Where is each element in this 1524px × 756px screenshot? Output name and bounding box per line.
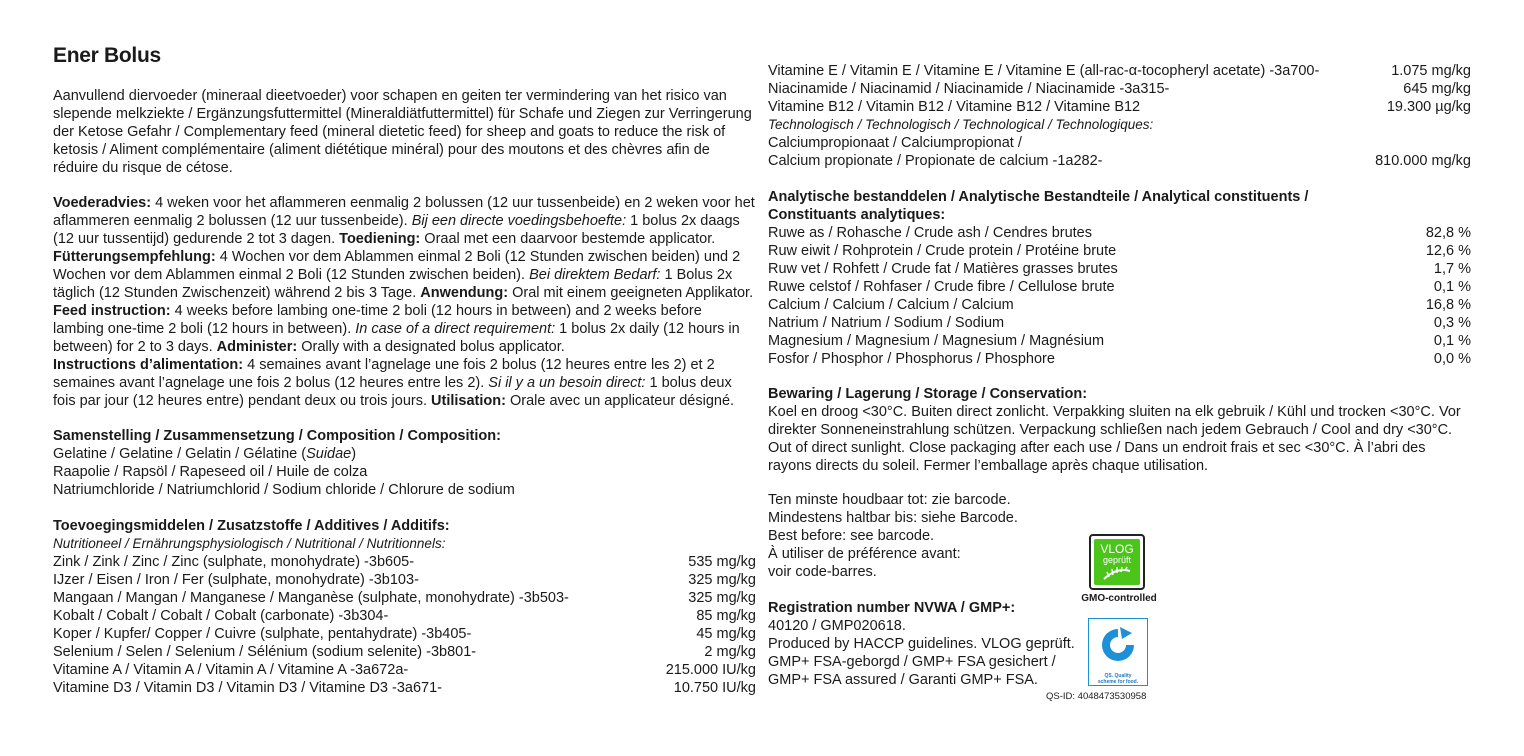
row-value: 0,3 %: [1433, 315, 1471, 331]
row-name: Ruwe celstof / Rohfaser / Crude fibre / Cellulose brute: [768, 279, 1115, 295]
table-row: [768, 224, 1471, 242]
row-value: 325 mg/kg: [688, 572, 756, 588]
best-before-line: Ten minste houdbaar tot: zie barcode.: [768, 492, 1011, 508]
registration-line: 40120 / GMP020618.: [768, 618, 906, 634]
row-name: Selenium / Selen / Selenium / Sélénium (sodium selenite) -3b801-: [53, 644, 477, 660]
best-before-line: voir code-barres.: [768, 564, 877, 580]
analytical-heading-2: Constituants analytiques:: [768, 207, 946, 223]
table-row: [768, 98, 1471, 116]
registration-line: Produced by HACCP guidelines. VLOG geprüft.: [768, 636, 1075, 652]
row-name: Natrium / Natrium / Sodium / Sodium: [768, 315, 1005, 331]
row-value: 0,0 %: [1433, 351, 1471, 367]
row-name: Vitamine D3 / Vitamin D3 / Vitamin D3 / Vitamine D3 -3a671-: [53, 680, 443, 696]
table-row: [53, 625, 756, 643]
best-before-line: À utiliser de préférence avant:: [768, 546, 961, 562]
table-row: [53, 589, 756, 607]
vlog-badge: VLOG geprüft: [1094, 539, 1140, 585]
table-row: [768, 242, 1471, 260]
table-row: [53, 643, 756, 661]
row-name: Calcium / Calcium / Calcium / Calcium: [768, 297, 1014, 313]
table-row: [53, 679, 756, 697]
row-name: Mangaan / Mangan / Manganese / Manganèse (sulphate, monohydrate) -3b503-: [53, 590, 569, 606]
row-value: 16,8 %: [1425, 297, 1471, 313]
composition-line: Gelatine / Gelatine / Gelatin / Gélatine (Suidae): [53, 446, 357, 462]
row-value: 325 mg/kg: [688, 590, 756, 606]
registration-line: GMP+ FSA assured / Garanti GMP+ FSA.: [768, 672, 1038, 688]
qs-arrow-icon: [1096, 623, 1140, 667]
table-row: [768, 296, 1471, 314]
technological-subheading: Technologisch / Technologisch / Technological / Technologiques:: [768, 117, 1154, 132]
table-row: [53, 661, 756, 679]
composition-section: [53, 427, 756, 499]
row-value: 12,6 %: [1425, 243, 1471, 259]
table-row: [768, 260, 1471, 278]
technological-row: Calcium propionate / Propionate de calcium -1a282- 810.000 mg/kg: [768, 153, 1471, 169]
row-name: Niacinamide / Niacinamid / Niacinamide / Niacinamide -3a315-: [768, 81, 1170, 97]
row-value: 82,8 %: [1425, 225, 1471, 241]
qs-caption: QS. Quality scheme for food.: [1097, 673, 1139, 685]
row-name: Ruwe as / Rohasche / Crude ash / Cendres brutes: [768, 225, 1092, 241]
row-value: 85 mg/kg: [696, 608, 756, 624]
row-value: 535 mg/kg: [688, 554, 756, 570]
table-row: [768, 278, 1471, 296]
table-row: [768, 314, 1471, 332]
row-value: 645 mg/kg: [1403, 81, 1471, 97]
storage-heading: Bewaring / Lagerung / Storage / Conservation:: [768, 386, 1088, 402]
row-name: Vitamine B12 / Vitamin B12 / Vitamine B12 / Vitamine B12: [768, 99, 1141, 115]
row-name: Vitamine E / Vitamin E / Vitamine E / Vitamine E (all-rac-α-tocopheryl acetate) -3a700-: [768, 63, 1320, 79]
row-name: Ruw eiwit / Rohprotein / Crude protein / Protéine brute: [768, 243, 1117, 259]
row-name: IJzer / Eisen / Iron / Fer (sulphate, monohydrate) -3b103-: [53, 572, 419, 588]
best-before-section: [768, 491, 1088, 581]
registration-section: [768, 599, 1088, 689]
qs-logo: [1088, 618, 1148, 686]
table-row: [768, 350, 1471, 368]
row-value: 45 mg/kg: [696, 626, 756, 642]
vlog-caption: GMO-controlled: [1081, 593, 1157, 604]
additives-subheading: Nutritioneel / Ernährungsphysiologisch / Nutritional / Nutritionnels:: [53, 536, 446, 551]
technological-line: Calciumpropionaat / Calciumpropionat /: [768, 135, 1022, 151]
additives-heading: Toevoegingsmiddelen / Zusatzstoffe / Additives / Additifs:: [53, 518, 450, 534]
row-value: 19.300 µg/kg: [1386, 99, 1471, 115]
row-value: 0,1 %: [1433, 279, 1471, 295]
row-name: Zink / Zink / Zinc / Zinc (sulphate, monohydrate) -3b605-: [53, 554, 415, 570]
composition-line: Raapolie / Rapsöl / Rapeseed oil / Huile de colza: [53, 464, 368, 480]
table-row: [768, 62, 1471, 80]
row-value: 0,1 %: [1433, 333, 1471, 349]
composition-line: Natriumchloride / Natriumchlorid / Sodium chloride / Chlorure de sodium: [53, 482, 515, 498]
feeding-nl: Voederadvies: 4 weken voor het aflammeren eenmalig 2 bolussen (12 uur tussenbeide) en 2 weken voor het aflammeren eenmalig 2 bolussen (12 uur tussenbeide). Bij een directe voedingsbehoefte: 1 bolus 2x daags (12 uur tussentijd) gedurende 2 tot 3 dagen. Toediening: Oraal met een daarvoor bestemde applicator.: [53, 195, 755, 247]
row-value: 1,7 %: [1433, 261, 1471, 277]
feeding-advice: [53, 194, 756, 410]
additives-continued: [768, 62, 1471, 170]
row-name: Magnesium / Magnesium / Magnesium / Magnésium: [768, 333, 1105, 349]
storage-section: [768, 385, 1471, 475]
additives-section: [53, 517, 756, 697]
row-value: 10.750 IU/kg: [673, 680, 756, 696]
row-value: 1.075 mg/kg: [1391, 63, 1471, 79]
storage-text: Koel en droog <30°C. Buiten direct zonlicht. Verpakking sluiten na elk gebruik / Kühl und trocken <30°C. Vor direkter Sonneneinstrahlung schützen. Verpackung schließen nach jedem Gebrauch / Cool and dry <30°C. Out of direct sunlight. Close packaging after each use / Dans un endroit frais et sec <30°C. À l’abri des rayons directs du soleil. Fermer l’emballage après chaque utilisation.: [768, 404, 1461, 474]
row-name: Koper / Kupfer/ Copper / Cuivre (sulphate, pentahydrate) -3b405-: [53, 626, 472, 642]
feeding-de: Fütterungsempfehlung: 4 Wochen vor dem Ablammen einmal 2 Boli (12 Stunden zwischen beiden) und 2 Wochen vor dem Ablammen einmal 2 Boli (12 Stunden zwischen beiden). Bei direktem Bedarf: 1 Bolus 2x täglich (12 Stunden Zwischenzeit) während 2 bis 3 Tage. Anwendung: Oral mit einem geeigneten Applikator.: [53, 249, 754, 301]
table-row: [53, 571, 756, 589]
qs-id: QS-ID: 4048473530958: [1046, 691, 1147, 702]
feeding-fr: Instructions d’alimentation: 4 semaines avant l’agnelage une fois 2 bolus (12 heures entre les 2) et 2 semaines avant l’agnelage une fois 2 bolus (12 heures entre les 2). Si il y a un besoin direct: 1 bolus deux fois par jour (12 heures entre) pendant deux ou trois jours. Utilisation: Orale avec un applicateur désigné.: [53, 357, 735, 409]
row-name: Fosfor / Phosphor / Phosphorus / Phosphore: [768, 351, 1055, 367]
row-name: Kobalt / Cobalt / Cobalt / Cobalt (carbonate) -3b304-: [53, 608, 389, 624]
table-row: [53, 607, 756, 625]
product-title: Ener Bolus: [53, 44, 161, 67]
feeding-en: Feed instruction: 4 weeks before lambing one-time 2 boli (12 hours in between) and 2 weeks before lambing one-time 2 boli (12 hours in between). In case of a direct requirement: 1 bolus 2x daily (12 hours in between) for 2 to 3 days. Administer: Orally with a designated bolus applicator.: [53, 303, 740, 355]
table-row: [768, 332, 1471, 350]
registration-line: GMP+ FSA-geborgd / GMP+ FSA gesichert /: [768, 654, 1056, 670]
intro-paragraph: Aanvullend diervoeder (mineraal dieetvoeder) voor schapen en geiten ter vermindering van het risico van slepende melkziekte / Ergänzungsfuttermittel (Mineraldiätfuttermittel) für Schafe und Ziegen zur Verringerung der Ketose Gefahr / Complementary feed (mineral dietetic feed) for sheep and goats to reduce the risk of ketosis / Aliment complémentaire (aliment diététique minéral) pour des moutons et des chèvres afin de réduire du risque de cétose.: [53, 88, 752, 176]
composition-heading: Samenstelling / Zusammensetzung / Composition / Composition:: [53, 428, 501, 444]
row-name: Vitamine A / Vitamin A / Vitamin A / Vitamine A -3a672a-: [53, 662, 409, 678]
registration-heading: Registration number NVWA / GMP+:: [768, 600, 1016, 616]
analytical-heading: Analytische bestanddelen / Analytische Bestandteile / Analytical constituents /: [768, 189, 1309, 205]
row-value: 2 mg/kg: [704, 644, 756, 660]
vlog-logo: [1089, 534, 1145, 590]
analytical-section: [768, 188, 1471, 368]
row-value: 215.000 IU/kg: [665, 662, 756, 678]
row-name: Ruw vet / Rohfett / Crude fat / Matières grasses brutes: [768, 261, 1118, 277]
table-row: [768, 80, 1471, 98]
table-row: [53, 553, 756, 571]
best-before-line: Best before: see barcode.: [768, 528, 935, 544]
leaf-icon: [1100, 565, 1134, 583]
best-before-line: Mindestens haltbar bis: siehe Barcode.: [768, 510, 1018, 526]
